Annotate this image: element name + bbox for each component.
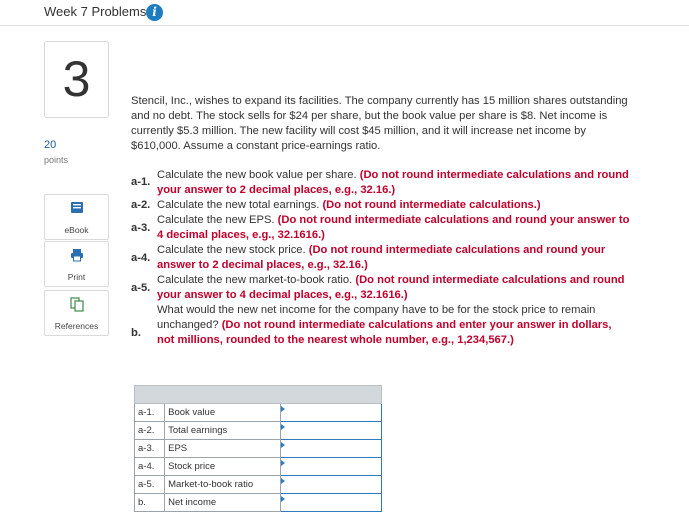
part-text: Calculate the new total earnings. (Do not round intermediate calculations.) xyxy=(157,199,541,211)
part-a5 xyxy=(131,273,631,303)
part-label: a-5. xyxy=(131,282,151,294)
assignment-header xyxy=(0,0,689,26)
printer-icon xyxy=(70,248,84,262)
row-index: a-1. xyxy=(135,404,165,422)
row-label: Market-to-book ratio xyxy=(165,476,280,494)
references-icon xyxy=(70,297,84,312)
table-row xyxy=(135,404,382,422)
part-text: Calculate the new EPS. (Do not round intermediate calculations and round your answer to 4 decimal places, e.g., 32.1616.) xyxy=(157,214,630,241)
references-button[interactable] xyxy=(44,290,109,336)
part-label: a-2. xyxy=(131,199,151,211)
points-value: 20 xyxy=(44,139,57,151)
part-a2 xyxy=(131,198,631,213)
table-row xyxy=(135,422,382,440)
total-earnings-input[interactable] xyxy=(280,422,381,440)
references-label: References xyxy=(54,321,99,331)
table-header xyxy=(135,386,382,404)
points-label: points xyxy=(44,155,69,165)
row-label: Book value xyxy=(165,404,280,422)
net-income-input[interactable] xyxy=(280,494,381,512)
row-index: a-3. xyxy=(135,440,165,458)
row-index: a-4. xyxy=(135,458,165,476)
book-value-input[interactable] xyxy=(280,404,381,422)
table-row xyxy=(135,476,382,494)
question-number: 3 xyxy=(62,51,91,107)
row-label: EPS xyxy=(165,440,280,458)
part-a1 xyxy=(131,168,631,198)
ebook-label: eBook xyxy=(64,225,89,235)
part-text: Calculate the new market-to-book ratio. (Do not round intermediate calculations and round your answer to 4 decimal places, e.g., 32.1616.) xyxy=(157,274,625,301)
print-button[interactable] xyxy=(44,241,109,287)
row-label: Stock price xyxy=(165,458,280,476)
part-text: Calculate the new stock price. (Do not round intermediate calculations and round your answer to 2 decimal places, e.g., 32.16.) xyxy=(157,244,606,271)
table-row xyxy=(135,458,382,476)
print-label: Print xyxy=(67,272,86,282)
part-text: What would the new net income for the company have to be for the stock price to remain unchanged? (Do not round intermediate calculations and enter your answer in dollars, not millions, rounded to the nearest whole number, e.g., 1,234,567.) xyxy=(157,304,612,346)
info-icon[interactable]: i xyxy=(146,4,163,21)
table-row xyxy=(135,440,382,458)
answer-table xyxy=(134,385,382,512)
row-index: a-2. xyxy=(135,422,165,440)
table-row xyxy=(135,494,382,512)
row-index: a-5. xyxy=(135,476,165,494)
table-header-row xyxy=(135,386,382,404)
row-label: Net income xyxy=(165,494,280,512)
problem-statement: Stencil, Inc., wishes to expand its facilities. The company currently has 15 million shares outstanding and no debt. The stock sells for $24 per share, but the book value per share is $8. Net income is currently $5.3 million. The new facility will cost $45 million, and it will increase net income by $610,000. Assume a constant price-earnings ratio. xyxy=(131,95,628,152)
ebook-button[interactable] xyxy=(44,194,109,240)
stock-price-input[interactable] xyxy=(280,458,381,476)
assignment-title: Week 7 Problems xyxy=(44,4,147,19)
part-a3 xyxy=(131,213,631,243)
part-label: a-3. xyxy=(131,222,151,234)
eps-input[interactable] xyxy=(280,440,381,458)
question-number-box xyxy=(44,41,109,118)
market-to-book-input[interactable] xyxy=(280,476,381,494)
row-label: Total earnings xyxy=(165,422,280,440)
row-index: b. xyxy=(135,494,165,512)
part-b xyxy=(131,303,631,363)
part-label: b. xyxy=(131,327,141,339)
part-label: a-4. xyxy=(131,252,151,264)
part-text: Calculate the new book value per share. (Do not round intermediate calculations and round your answer to 2 decimal places, e.g., 32.16.) xyxy=(157,169,629,196)
part-label: a-1. xyxy=(131,176,151,188)
ebook-icon xyxy=(70,201,84,214)
part-a4 xyxy=(131,243,631,273)
